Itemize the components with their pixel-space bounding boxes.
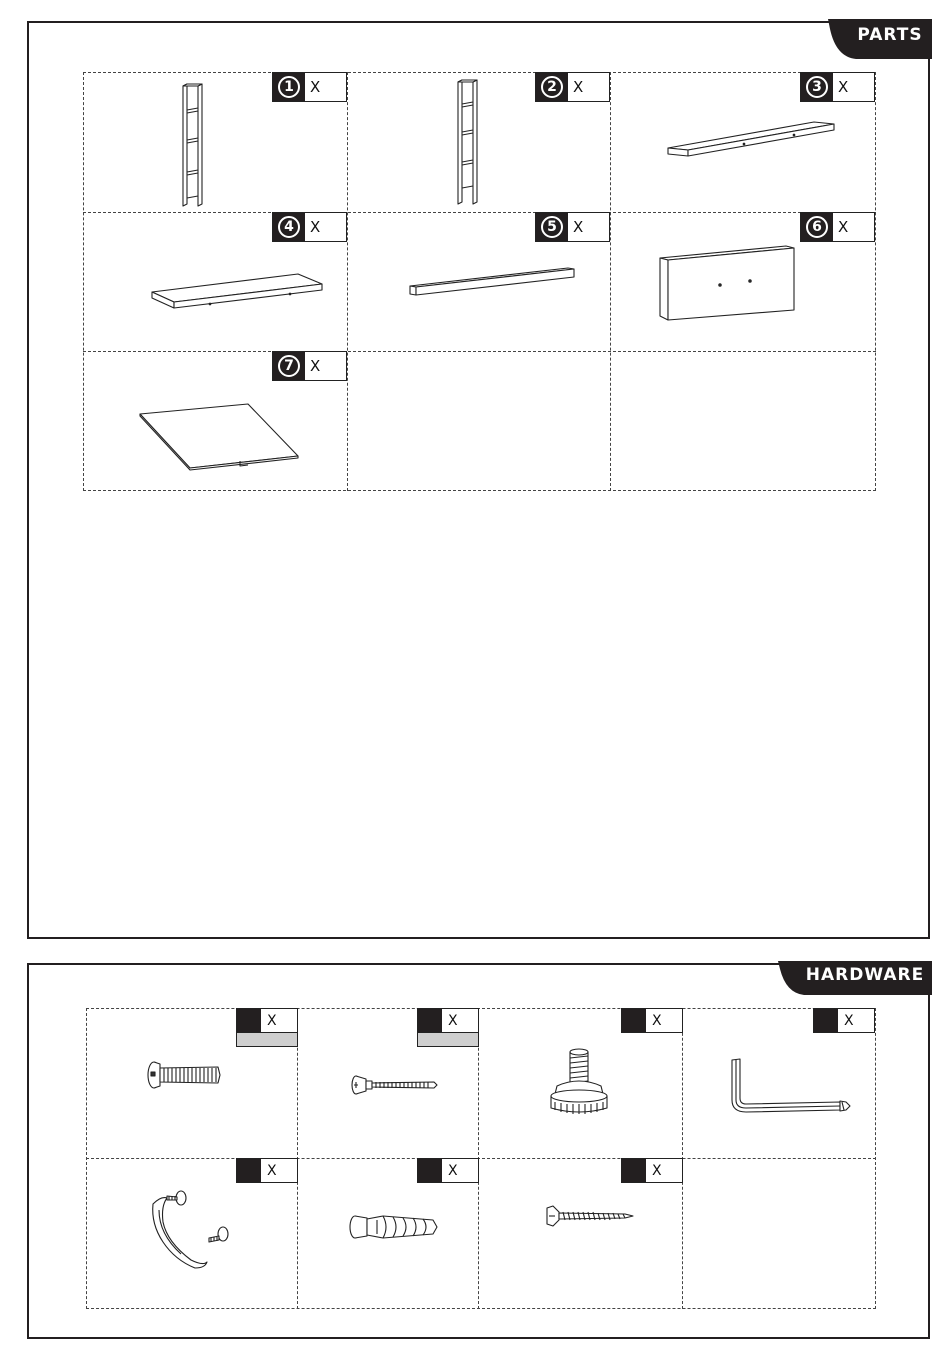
hardware-3-qty: X <box>652 1012 662 1029</box>
part-6-qty: X <box>838 218 849 236</box>
parts-grid-divider <box>83 212 876 213</box>
part-6-label <box>800 212 875 242</box>
side-frame-right-illustration <box>453 76 485 208</box>
part-4-number: 4 <box>278 216 300 238</box>
parts-grid-divider <box>347 72 348 491</box>
hardware-5-label <box>236 1158 298 1183</box>
part-3-label <box>800 72 875 102</box>
hardware-2-qty: X <box>448 1012 458 1029</box>
part-1-qty: X <box>310 78 321 96</box>
part-7-number: 7 <box>278 355 300 377</box>
part-1-number: 1 <box>278 76 300 98</box>
part-7-qty: X <box>310 357 321 375</box>
part-4-label <box>272 212 347 242</box>
hardware-5-qty: X <box>267 1162 277 1179</box>
part-2-number: 2 <box>541 76 563 98</box>
part-4-qty: X <box>310 218 321 236</box>
shelf-board-illustration <box>150 270 326 314</box>
leveling-foot-illustration <box>545 1046 615 1118</box>
hardware-3-label <box>621 1008 683 1033</box>
part-7-label <box>272 351 347 381</box>
top-board-illustration <box>664 118 840 160</box>
wood-screw-illustration <box>543 1204 637 1228</box>
part-2-label <box>535 72 610 102</box>
hardware-grid-divider <box>86 1158 876 1159</box>
drawer-panel-illustration <box>658 244 798 324</box>
part-1-label <box>272 72 347 102</box>
part-5-qty: X <box>573 218 584 236</box>
hardware-title: HARDWARE <box>805 965 925 985</box>
side-frame-left-illustration <box>178 80 210 208</box>
hardware-1-label <box>236 1008 298 1033</box>
bolt-illustration <box>144 1058 224 1092</box>
handle-illustration <box>145 1188 237 1270</box>
hardware-2-label <box>417 1008 479 1033</box>
cam-screw-illustration <box>350 1073 440 1097</box>
support-bar-illustration <box>408 264 576 300</box>
parts-grid-divider <box>83 351 876 352</box>
hardware-4-qty: X <box>844 1012 854 1029</box>
drawer-bottom-illustration <box>136 400 306 476</box>
parts-grid-divider <box>610 72 611 491</box>
part-3-qty: X <box>838 78 849 96</box>
part-5-number: 5 <box>541 216 563 238</box>
hardware-6-qty: X <box>448 1162 458 1179</box>
hardware-7-qty: X <box>652 1162 662 1179</box>
hardware-2-gray-band <box>417 1033 479 1047</box>
part-6-number: 6 <box>806 216 828 238</box>
hardware-6-label <box>417 1158 479 1183</box>
part-2-qty: X <box>573 78 584 96</box>
part-5-label <box>535 212 610 242</box>
hardware-1-gray-band <box>236 1033 298 1047</box>
wall-anchor-illustration <box>347 1212 439 1242</box>
hardware-1-qty: X <box>267 1012 277 1029</box>
part-3-number: 3 <box>806 76 828 98</box>
allen-wrench-illustration <box>728 1056 854 1118</box>
hardware-7-label <box>621 1158 683 1183</box>
parts-title: PARTS <box>857 25 923 45</box>
hardware-4-label <box>813 1008 875 1033</box>
